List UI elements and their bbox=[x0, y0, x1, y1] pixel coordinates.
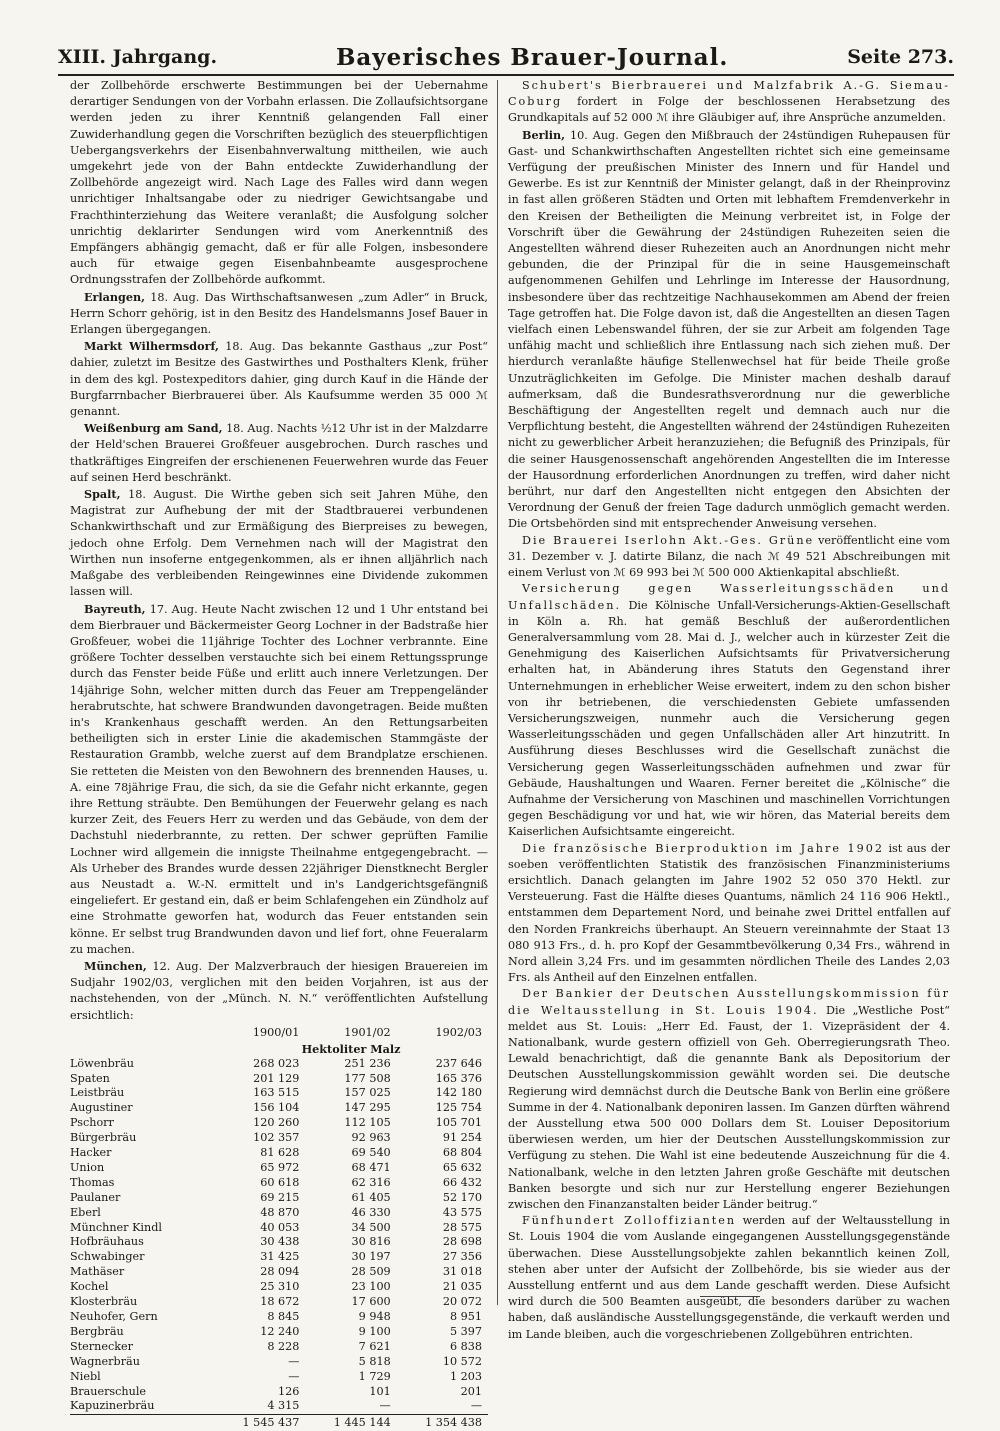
malt-value: 105 701 bbox=[435, 1116, 482, 1130]
header-rule bbox=[58, 74, 954, 76]
malt-value: 92 963 bbox=[351, 1131, 391, 1145]
article-muenchen: München, 12. Aug. Der Malzverbrauch der hiesigen Brauereien im Sudjahr 1902/03, verglichen mit den beiden Vorjahren, ist aus der nachstehenden, von der „Münch. N. N.“ veröffentlichten Aufstellung ersichtlich: bbox=[70, 958, 488, 1022]
malt-value: 28 094 bbox=[260, 1265, 300, 1279]
table-row bbox=[70, 1265, 488, 1280]
article-berlin: Berlin, 10. Aug. Gegen den Mißbrauch der 24stündigen Ruhepausen für Gast- und Schankwirthschaften Angestellten richtet sich eine gemeinsame Verfügung der preußischen Minister des Innern und für Handel und Gewerbe. Es ist zur Kenntniß der Minister gelangt, daß in der Rheinprovinz in fast allen größeren Städten und Orten mit lebhaftem Fremdenverkehr in den Kreisen der Betheiligten die Meinung verbreitet ist, in Folge der Vorschrift über die Gewährung der 24stündigen Ruhezeiten seien die Angestellten während dieser Ruhezeiten auch an Anordnungen nicht mehr gebunden, die der Prinzipal für die in seine Hausgemeinschaft aufgenommenen Gehilfen und Lehrlinge im Interesse der Hausordnung, insbesondere über das rechtzeitige Nachhausekommen am Abend der freien Tage getroffen hat. Die Folge davon ist, daß die Angestellten an diesen Tagen vielfach einen Lebenswandel führen, der sie zur Arbeit am folgenden Tage unfähig macht und schließlich ihre Entlassung nach sich ziehen muß. Der hierdurch veranlaßte häufige Stellenwechsel hat für beide Theile große Unzuträglichkeiten im Gefolge. Die Minister machen deshalb darauf aufmerksam, daß die Bundesrathsverordnung nur die gewerbliche Beschäftigung der Angestellten regelt und demnach auch nur die Verpflichtung besteht, die Angestellten während der 24stündigen Ruhezeiten nicht zu gewerblicher Arbeit heranzuziehen; die Befugniß des Prinzipals, für die seiner Hausgenossenschaft angehörenden Angestellten die im Interesse der Hausordnung erforderlichen Anordnungen zu treffen, wird daher nicht berührt, nur darf den Angestellten nicht entgegen den Absichten der Verordnung der Genuß der freien Tage dadurch unmöglich gemacht werden. Die Ortsbehörden sind mit entsprechender Anweisung versehen. bbox=[508, 127, 950, 531]
brewery-name: Löwenbräu bbox=[70, 1056, 134, 1070]
year-header: 1900/01 bbox=[252, 1025, 300, 1039]
malt-value: 52 170 bbox=[442, 1190, 482, 1204]
malt-value: 12 240 bbox=[260, 1324, 300, 1338]
brewery-name: Klosterbräu bbox=[70, 1295, 138, 1309]
table-row bbox=[70, 1370, 488, 1385]
brewery-name: Augustiner bbox=[70, 1101, 133, 1115]
malt-value: 65 632 bbox=[442, 1160, 482, 1174]
brewery-name: Kapuzinerbräu bbox=[70, 1399, 155, 1413]
malt-value: 201 bbox=[460, 1384, 482, 1398]
year-header: 1901/02 bbox=[344, 1025, 391, 1039]
malt-value: 61 405 bbox=[351, 1190, 391, 1204]
malt-value: — bbox=[470, 1399, 482, 1413]
malt-value: — bbox=[288, 1369, 300, 1383]
page-header bbox=[58, 40, 954, 74]
table-row bbox=[70, 1176, 488, 1191]
malt-value: 30 438 bbox=[260, 1235, 300, 1249]
malt-value: 147 295 bbox=[344, 1101, 391, 1115]
brewery-name: Eberl bbox=[70, 1205, 101, 1219]
brewery-name: Bürgerbräu bbox=[70, 1131, 137, 1145]
malt-value: 101 bbox=[369, 1384, 391, 1398]
malt-value: 31 425 bbox=[260, 1250, 300, 1264]
malt-value: 25 310 bbox=[260, 1280, 300, 1294]
malt-value: 5 397 bbox=[449, 1324, 482, 1338]
brewery-name: Sternecker bbox=[70, 1339, 133, 1353]
malt-value: 9 100 bbox=[358, 1324, 391, 1338]
malt-value: 201 129 bbox=[253, 1071, 300, 1085]
article-french-beer: Die französische Bierproduktion im Jahre 1902 ist aus der soeben veröffentlichten Statistik des französischen Finanzministeriums ersichtlich. Danach gelangten im Jahre 1902 52 050 370 Hektl. zur Versteuerung. Fast die Hälfte dieses Quantums, nämlich 24 116 906 Hektl., entstammen dem Departement Nord, und beinahe zwei Drittel entfallen auf den Norden Frankreichs überhaupt. An Steuern vereinnahmte der Staat 13 080 913 Frs., d. h. pro Kopf der Gesammtbevölkerung 0,34 Frs., während in Nord allein 3,24 Frs. und im gesammten nördlichen Theile des Landes 2,03 Frs. als Antheil auf den Einzelnen entfallen. bbox=[508, 841, 950, 985]
malt-value: 69 540 bbox=[351, 1146, 391, 1160]
table-row bbox=[70, 1191, 488, 1206]
brewery-name: Union bbox=[70, 1160, 105, 1174]
total-cell: 1 545 437 bbox=[214, 1415, 305, 1431]
malt-value: 28 698 bbox=[442, 1235, 482, 1249]
total-cell: 1 354 438 bbox=[397, 1415, 488, 1431]
malt-value: 65 972 bbox=[260, 1160, 300, 1174]
table-row bbox=[70, 1072, 488, 1087]
malt-value: — bbox=[379, 1399, 391, 1413]
unit-label: Hektoliter Malz bbox=[301, 1041, 401, 1056]
article-wilhermsdorf: Markt Wilhermsdorf, 18. Aug. Das bekannte Gasthaus „zur Post“ dahier, zuletzt im Besitze des Gastwirthes und Posthalters Klenk, früher in dem des kgl. Postexpeditors dahier, ging durch Kauf in die Hände der Burgfarrnbacher Bierbrauerei über. Als Kaufsumme werden 35 000 ℳ genannt. bbox=[70, 339, 488, 419]
end-rule bbox=[700, 1296, 760, 1297]
article-bayreuth: Bayreuth, 17. Aug. Heute Nacht zwischen 12 und 1 Uhr entstand bei dem Bierbrauer und Bäckermeister Georg Lochner in der Badstraße hier Großfeuer, wobei die 11jährige Tochter des Lochner verbrannte. Eine größere Tochter desselben verstauchte sich bei einem Rettungssprunge durch das Fenster beide Füße und erlitt auch innere Verletzungen. Der 14jährige Sohn, welcher mitten durch das Feuer am Treppengeländer herabrutschte, hat schwere Brandwunden davongetragen. Beide mußten in's Krankenhaus geschafft werden. An den Rettungsarbeiten betheiligten sich in erster Linie die akademischen Stammgäste der Restauration Grambb, welche zuerst auf dem Brandplatze erschienen. Sie retteten die Meisten von den Bewohnern des brennenden Hauses, u. A. eine 78jährige Frau, die sich, da sie die Gefahr nicht erkannte, gegen ihre Rettung sträubte. Den Bemühungen der Feuerwehr gelang es nach kurzer Zeit, des Feuers Herr zu werden und das Gebäude, von dem der Dachstuhl niederbrannte, zu retten. Der schwer geprüften Familie Lochner wird allgemein die innigste Theilnahme entgegengebracht. — Als Urheber des Brandes wurde dessen 22jähriger Dienstknecht Bergler aus Neustadt a. W.-N. ermittelt und in's Landgerichtsgefängniß eingeliefert. Er gestand ein, daß er beim Schlafengehen ein Zündholz auf eine Strohmatte geworfen hat, wodurch das Feuer entstanden sein könne. Er selbst trug Brandwunden davon und lief fort, ohne Feueralarm zu machen. bbox=[70, 601, 489, 956]
brewery-name: Wagnerbräu bbox=[70, 1354, 140, 1368]
malt-value: 60 618 bbox=[260, 1175, 300, 1189]
brewery-name: Münchner Kindl bbox=[70, 1220, 162, 1234]
table-row bbox=[70, 1161, 488, 1176]
malt-value: 27 356 bbox=[442, 1250, 482, 1264]
malt-value: 20 072 bbox=[442, 1295, 482, 1309]
malt-value: 23 100 bbox=[351, 1280, 391, 1294]
malt-value: 40 053 bbox=[260, 1220, 300, 1234]
malt-value: 21 035 bbox=[442, 1280, 482, 1294]
table-row bbox=[70, 1101, 488, 1116]
brewery-name: Bergbräu bbox=[70, 1324, 124, 1338]
article-schubert: Schubert's Bierbrauerei und Malzfabrik A.-G. Siemau-Coburg fordert in Folge der beschlossenen Herabsetzung des Grundkapitals auf 52 000 ℳ ihre Gläubiger auf, ihre Ansprüche anzumelden. bbox=[508, 79, 950, 125]
malt-value: — bbox=[288, 1354, 300, 1368]
malt-value: 9 948 bbox=[358, 1310, 391, 1323]
malt-value: 6 838 bbox=[449, 1339, 482, 1353]
malt-value: 102 357 bbox=[253, 1131, 300, 1145]
table-row bbox=[70, 1399, 488, 1414]
malt-value: 62 316 bbox=[351, 1175, 391, 1189]
malt-value: 66 432 bbox=[442, 1175, 482, 1189]
table-row bbox=[70, 1235, 488, 1250]
malt-value: 17 600 bbox=[351, 1295, 391, 1309]
malt-value: 8 951 bbox=[449, 1310, 482, 1323]
malt-value: 1 729 bbox=[358, 1369, 391, 1383]
brewery-name: Kochel bbox=[70, 1280, 109, 1294]
table-row bbox=[70, 1340, 488, 1355]
left-column bbox=[70, 78, 488, 1431]
column-divider bbox=[497, 80, 498, 1305]
malt-value: 10 572 bbox=[442, 1354, 482, 1368]
malt-value: 237 646 bbox=[435, 1056, 482, 1070]
malt-value: 112 105 bbox=[344, 1116, 391, 1130]
table-row bbox=[70, 1280, 488, 1295]
brewery-name: Schwabinger bbox=[70, 1250, 145, 1264]
table-header-row bbox=[70, 1025, 488, 1042]
table-row bbox=[70, 1131, 488, 1146]
brewery-name: Brauerschule bbox=[70, 1384, 147, 1398]
article-spalt: Spalt, 18. August. Die Wirthe geben sich seit Jahren Mühe, den Magistrat zur Aufhebung der mit der Stadtbrauerei verbundenen Schankwirthschaft und zur Ermäßigung des Bierpreises zu bewegen, jedoch ohne Erfolg. Dem Vernehmen nach will der Magistrat den Wirthen nun insoferne entgegenkommen, als er ihnen alljährlich nach Maßgabe des verbleibenden Reingewinnes eine Dividende zukommen lassen will. bbox=[70, 487, 488, 599]
table-row bbox=[70, 1295, 488, 1310]
table-row bbox=[70, 1116, 488, 1131]
malt-value: 28 575 bbox=[442, 1220, 482, 1234]
right-column bbox=[508, 78, 950, 1343]
article-customs: der Zollbehörde erschwerte Bestimmungen bei der Uebernahme derartiger Sendungen von der Vorbahn erlassen. Die Zollaufsichtsorgane werden jeden zu ihrer Kenntniß gelangenden Fall einer Zuwiderhandlung gegen die Vorschriften bezüglich des steuerpflichtigen Uebergangsverkehrs der Eisenbahnverwaltung mittheilen, wie auch umgekehrt jede von der Bahn entdeckte Zuwiderhandlung der Zollbehörde angezeigt wird. Nach Lage des Falles wird dann wegen unrichtiger Inhaltsangabe oder zu niedriger Gewichtsangabe und Frachthinterziehung das Weitere veranlaßt; die Ausfolgung solcher unrichtig deklarirter Sendungen wird vom Anerkenntniß des Empfängers abhängig gemacht, daß er für alle Folgen, insbesondere auch für etwaige gegen Eisenbahnbeamte ausgesprochene Ordnungsstrafen der Zollbehörde aufkommt. bbox=[70, 79, 488, 287]
malt-value: 165 376 bbox=[435, 1071, 482, 1085]
journal-title: Bayerisches Brauer-Journal. bbox=[335, 43, 729, 71]
malt-value: 156 104 bbox=[253, 1101, 300, 1115]
table-row bbox=[70, 1325, 488, 1340]
brewery-name: Thomas bbox=[70, 1175, 115, 1189]
malt-value: 163 515 bbox=[253, 1086, 300, 1100]
malt-value: 18 672 bbox=[260, 1295, 300, 1309]
article-erlangen: Erlangen, 18. Aug. Das Wirthschaftsanwesen „zum Adler“ in Bruck, Herrn Schorr gehörig, ist in den Besitz des Handelsmanns Josef Bauer in Erlangen übergegangen. bbox=[70, 289, 488, 337]
malt-value: 68 804 bbox=[442, 1146, 482, 1160]
page-number: Seite 273. bbox=[847, 46, 954, 68]
malt-value: 251 236 bbox=[344, 1056, 391, 1070]
malt-value: 126 bbox=[278, 1384, 300, 1398]
brewery-name: Niebl bbox=[70, 1369, 101, 1383]
malt-value: 5 818 bbox=[358, 1354, 391, 1368]
malt-value: 268 023 bbox=[253, 1056, 300, 1070]
brewery-name: Spaten bbox=[70, 1071, 110, 1085]
malt-value: 46 330 bbox=[351, 1205, 391, 1219]
malt-value: 30 816 bbox=[351, 1235, 391, 1249]
brewery-name: Mathäser bbox=[70, 1265, 125, 1279]
malt-value: 125 754 bbox=[435, 1101, 482, 1115]
malt-value: 91 254 bbox=[442, 1131, 482, 1145]
malt-value: 34 500 bbox=[351, 1220, 391, 1234]
table-row bbox=[70, 1206, 488, 1221]
article-st-louis-bank: Der Bankier der Deutschen Ausstellungskommission für die Weltausstellung in St. Louis 1904. Die „Westliche Post“ meldet aus St. Louis: „Herr Ed. Faust, der 1. Vizepräsident der 4. Nationalbank, wurde gestern offiziell von Geh. Oberregierungsrath Theo. Lewald benachrichtigt, daß die genannte Bank als Depositorium der Deutschen Ausstellungskommission gewählt worden sei. Die deutsche Regierung wird demnächst durch die Deutsche Bank von Berlin eine größere Summe in der 4. Nationalbank deponiren lassen. Im Ganzen dürften während der Ausstellung etwa 500 000 Dollars dem St. Louiser Depositorium überwiesen werden, um hier der Deutschen Ausstellungskommission zur Verfügung zu stehen. Die Wahl ist eine bedeutende Auszeichnung für die 4. Nationalbank, welche in den letzten Jahren große Geschäfte mit deutschen Banken besorgte und sich nur zur Herstellung engerer Beziehungen zwischen den Finanzanstalten beider Länder beitrug.“ bbox=[508, 987, 950, 1212]
table-row bbox=[70, 1146, 488, 1161]
brewery-name: Paulaner bbox=[70, 1190, 121, 1204]
malt-consumption-table bbox=[70, 1025, 488, 1431]
malt-value: 1 203 bbox=[449, 1369, 482, 1383]
year-header: 1902/03 bbox=[435, 1025, 482, 1039]
unit-row bbox=[70, 1042, 488, 1057]
table-total-row bbox=[70, 1415, 488, 1431]
table-row bbox=[70, 1385, 488, 1400]
malt-value: 157 025 bbox=[344, 1086, 391, 1100]
brewery-name: Pschorr bbox=[70, 1116, 114, 1130]
malt-value: 30 197 bbox=[351, 1250, 391, 1264]
malt-value: 7 621 bbox=[358, 1339, 391, 1353]
malt-value: 31 018 bbox=[442, 1265, 482, 1279]
malt-value: 120 260 bbox=[253, 1116, 300, 1130]
total-cell: 1 445 144 bbox=[305, 1415, 396, 1431]
malt-value: 8 228 bbox=[267, 1339, 300, 1353]
malt-value: 68 471 bbox=[351, 1160, 391, 1174]
brewery-name: Hofbräuhaus bbox=[70, 1235, 144, 1249]
malt-value: 4 315 bbox=[267, 1399, 300, 1413]
brewery-name: Neuhofer, Gern bbox=[70, 1310, 158, 1323]
brewery-name: Hacker bbox=[70, 1146, 112, 1160]
table-row bbox=[70, 1221, 488, 1236]
malt-value: 81 628 bbox=[260, 1146, 300, 1160]
malt-value: 48 870 bbox=[260, 1205, 300, 1219]
volume-label: XIII. Jahrgang. bbox=[58, 46, 218, 68]
malt-value: 69 215 bbox=[260, 1190, 300, 1204]
table-row bbox=[70, 1310, 488, 1325]
malt-value: 43 575 bbox=[442, 1205, 482, 1219]
article-weissenburg: Weißenburg am Sand, 18. Aug. Nachts ½12 Uhr ist in der Malzdarre der Held'schen Brauerei Großfeuer ausgebrochen. Durch rasches und thatkräftiges Eingreifen der erschienenen Feuerwehren wurde das Feuer auf seinen Herd beschränkt. bbox=[70, 421, 489, 484]
table-row bbox=[70, 1057, 488, 1072]
table-row bbox=[70, 1250, 488, 1265]
brewery-name: Leistbräu bbox=[70, 1086, 125, 1100]
malt-value: 28 509 bbox=[351, 1265, 391, 1279]
article-iserlohn: Die Brauerei Iserlohn Akt.-Ges. Grüne veröffentlicht eine vom 31. Dezember v. J. datirte Bilanz, die nach ℳ 49 521 Abschreibungen mit einem Verlust von ℳ 69 993 bei ℳ 500 000 Aktienkapital abschließt. bbox=[508, 533, 950, 580]
article-customs-officers: Fünfhundert Zolloffizianten werden auf der Weltausstellung in St. Louis 1904 die vom Auslande eingegangenen Ausstellungsgegenstände überwachen. Diese Ausstellungsobjekte zahlen bekanntlich keinen Zoll, stehen aber unter der Aufsicht der Zollbehörde, bis sie wieder aus der Ausstellung entfernt und aus dem Lande geschafft werden. Diese Aufsicht wird durch die 500 Beamten ausgeübt, die besonders darüber zu wachen haben, daß ausländische Ausstellungsgegenstände, die verkauft werden und im Lande bleiben, auch die vorgeschriebenen Zollgebühren entrichten. bbox=[508, 1214, 950, 1341]
malt-value: 8 845 bbox=[267, 1310, 300, 1323]
table-row bbox=[70, 1086, 488, 1101]
table-row bbox=[70, 1355, 488, 1370]
malt-value: 177 508 bbox=[344, 1071, 391, 1085]
article-insurance: Versicherung gegen Wasserleitungsschäden und Unfallschäden. Die Kölnische Unfall-Versicherungs-Aktien-Gesellschaft in Köln a. Rh. hat gemäß Beschluß der außerordentlichen Generalversammlung vom 28. Mai d. J., welcher auch in kürzester Zeit die Genehmigung des Kaiserlichen Aufsichtsamts für Privatversicherung erhalten hat, in Abänderung ihres Statuts den Gegenstand ihrer Unternehmungen in erheblicher Weise erweitert, indem zu den schon bisher von ihr betriebenen, die verschiedensten Gebiete umfassenden Versicherungszweigen, nunmehr auch die Versicherung gegen Wasserleitungsschäden und gegen Unfallschäden aller Art hinzutritt. In Ausführung dieses Beschlusses wird die Gesellschaft zunächst die Versicherung gegen Wasserleitungsschäden aufnehmen und zwar für Gebäude, Haushaltungen und Waaren. Ferner bereitet die „Kölnische“ die Aufnahme der Versicherung von Maschinen und maschinellen Vorrichtungen gegen Beschädigung vor und hat, wie wir hören, das Material bereits dem Kaiserlichen Aufsichtsamte eingereicht. bbox=[508, 582, 950, 839]
malt-value: 142 180 bbox=[435, 1086, 482, 1100]
